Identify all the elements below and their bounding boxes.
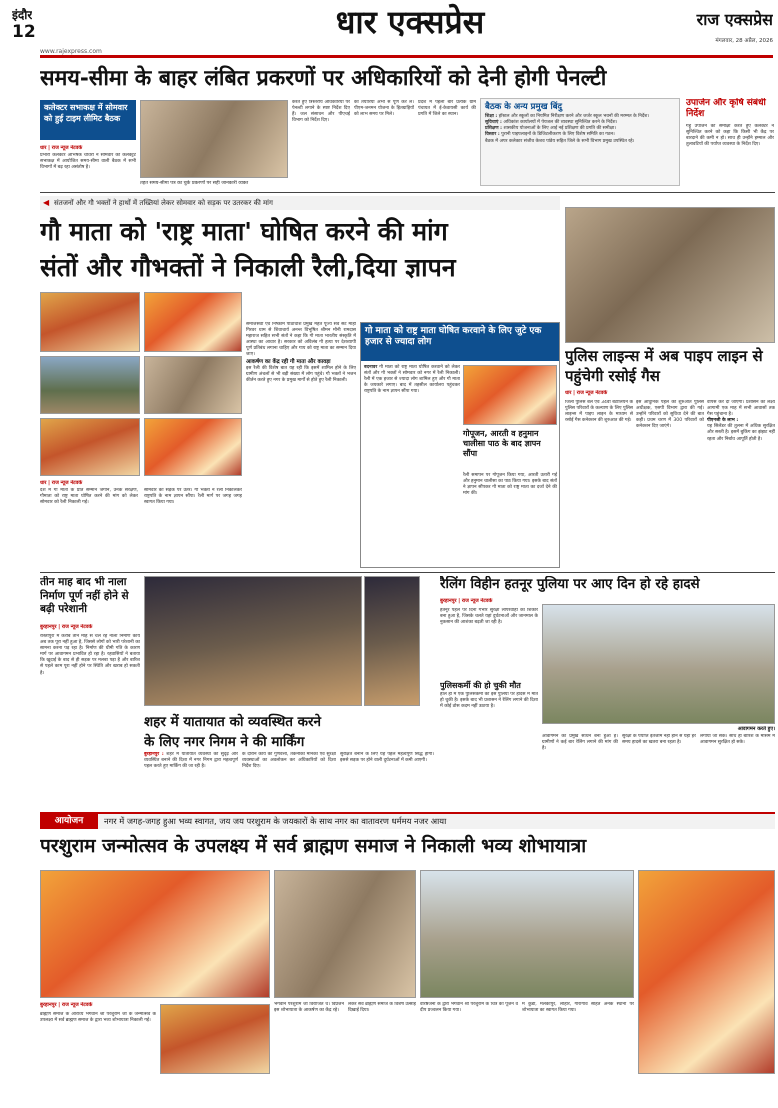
traffic-body-col3: सुरक्षित बनाने के लिए यह पहल महत्वपूर्ण सिद्ध होगी। इससे सड़क पर होने वाली दुर्घटनाओं में कमी आएगी। — [340, 752, 434, 764]
rally-photo-6 — [144, 418, 242, 476]
box-item: विस्तार : पुरानी पाइपलाइनों के डिजिटलीकरण के लिए विशेष समिति का गठन। — [485, 132, 615, 138]
issue-date: मंगलवार, 28 अप्रैल, 2026 — [715, 38, 773, 44]
police-subhead: पीएनजी के लाभ : — [707, 418, 739, 424]
traffic-body-col2: के दौरान कार्य की गुणवत्ता, तकनीकी मानकों एवं सुरक्षा व्यवस्थाओं का अवलोकन कर अधिकारियों को दिशा निर्देश दिए। — [242, 752, 336, 770]
brand-name: राज एक्सप्रेस — [696, 10, 773, 29]
masthead — [0, 0, 778, 58]
police-body-col3: वापस कर दी जाएगी। प्रशासन का लक्ष्य आगामी एक माह में सभी आवासों तक गैस पहुंचाना है। पीएनजी के लाभ : यह सिलेंडर की तुलना में अधिक सुरक्षित और सस्ती है। इसमें बुकिंग का झंझट नहीं रहता और निर्बाध आपूर्ति होती है। — [707, 400, 775, 442]
police-byline: धार | राज न्यूज नेटवर्क — [565, 390, 608, 396]
story2-headline-line2: संतों और गौभक्तों ने निकाली रैली,दिया ज्ञापन — [40, 253, 456, 282]
bridge-body-col5: लगाया जा सके। साथ ही बारिश के मौसम में आवागमन सुरक्षित हो सके। — [700, 734, 775, 746]
event-strap: नगर में जगह-जगह हुआ भव्य स्वागत, जय जय परशुराम के जयकारों के साथ नगर का वातावरण धर्ममय नजर आया — [104, 816, 447, 826]
story2-strap — [40, 196, 560, 210]
page-number: 12 — [12, 22, 36, 42]
bridge-subhead: पुलिसकर्मी की हो चुकी मौत — [440, 681, 521, 690]
rally-photo-5 — [40, 418, 140, 476]
police-body-col2: इस आधुनिक पहल की शुरुआत पुलिस अधीक्षक, एसपी विभाग द्वारा की गई। उन्होंने परिवारों को सुविधा देने की बात कही। प्रथम चरण में 300 परिवारों को कनेक्शन दिए जाएंगे। — [636, 400, 704, 430]
story2-box-body: बदनावर गौ माता को राष्ट्र माता घोषित करवाने को लेकर संतों और गौ भक्तों ने सोमवार को नगर में रैली निकाली। रैली में एक हजार से ज्यादा लोग शामिल हुए और गौ माता के जयकारे लगाए। बाद में तहसील कार्यालय पहुंचकर राष्ट्रपति के नाम ज्ञापन सौंपा गया। — [364, 365, 460, 395]
side-story-headline: उपार्जन और कृषि संबंधी निर्देश — [686, 98, 766, 119]
box-footer: बैठक में अपर कलेक्टर संजीव केशव पांडेय सहित जिले के सभी विभाग प्रमुख उपस्थित रहे। — [485, 139, 635, 145]
bridge-photo-caption: आवागमन करते हुए। — [737, 726, 775, 732]
story2-body-col1: देश में गौ माता के प्रति सम्मान जगाने, उनके संरक्षण, गौमाता को राष्ट्र माता घोषित करने की मांग को लेकर सोमवार को रैली निकाली गई। — [40, 488, 138, 506]
bridge-body-col1: हतनूर पहल पर दिनों गंभीर सुरक्षा लापरवाही का शिकार बना हुआ है, जिसके चलते यहां दुर्घटनाओं और जानमाल के नुकसान की आशंका बढ़ती जा रही है। — [440, 608, 538, 626]
event-body-col3: लेकर सर्व ब्राह्मण समाज के विशेष उत्साह दिखाई दिया। — [348, 1002, 416, 1014]
event-photo-2 — [160, 1004, 270, 1074]
lead-body-col1: प्रभारी कलेक्टर अभिषेक चौधरी ने सोमवार को कलेक्ट्रेट सभाकक्ष में आयोजित समय-सीमा वाली बैठक में सभी विभागों में बढ़ रहा असंतोष है। — [40, 153, 136, 171]
event-photo-3 — [274, 870, 416, 998]
website: www.rajexpress.com — [40, 48, 102, 55]
lead-headline: समय-सीमा के बाहर लंबित प्रकरणों पर अधिकारियों को देनी होगी पेनल्टी — [40, 66, 607, 91]
lead-body-col2: करते हुए त्रिस्तरीय अधिकारियों पर पेनल्टी लगाने के स्पष्ट निर्देश दिए हैं। जल संसाधन और पीएचई विभाग को निर्देश दिए। — [292, 100, 350, 124]
strap-arrow-icon: ◀ — [43, 198, 50, 207]
story2-headline-line1: गौ माता को 'राष्ट्र माता' घोषित करने की मांग — [40, 217, 448, 246]
box-item: प्रशिक्षण : शासकीय योजनाओं के लिए आई नई प्रशिक्षण की प्रगति की समीक्षा। — [485, 126, 616, 132]
story2-box-photo — [463, 365, 557, 425]
lead-photo — [140, 100, 288, 178]
event-tag: आयोजन — [40, 814, 98, 829]
bridge-photo — [542, 604, 775, 724]
lead-photo-caption: तहत समय-सीमा पत्र का चुके प्रकरणों पर सही जानकारी व्यक्त — [140, 181, 249, 186]
rally-photo-4 — [144, 356, 242, 414]
masthead-city: इंदौर — [12, 8, 33, 22]
bridge-body-col4: सुरक्षा के पर्याप्त इंतजाम नहीं होने से यहां हर समय हादसे का खतरा बना रहता है। — [622, 734, 696, 746]
police-body-col1: जिला पुलिस बल एवं 34वीं बटालियन के पुलिस परिवारों के कल्याण के लिए पुलिस लाइन्स में पाइप लाइन के माध्यम से रसोई गैस कनेक्शन की शुरुआत की गई। — [565, 400, 633, 424]
story2-subhead: आकर्षण का केंद्र रही गौ माता और कावड़ा — [246, 358, 331, 365]
bridge-byline: बुरहानपुर | राज न्यूज नेटवर्क — [440, 598, 493, 604]
print-color-bar — [40, 1090, 775, 1096]
bridge-body-col3: आवागमन का प्रमुख साधन बना हुआ है। ग्रामीणों ने कई बार रेलिंग लगाने की मांग की है। — [542, 734, 618, 752]
lead-kicker: कलेक्टर सभाकक्ष में सोमवार को हुई टाइम लीमिट बैठक — [40, 100, 136, 140]
nala-headline: तीन माह बाद भी नाला निर्माण पूर्ण नहीं होने से बढ़ी परेशानी — [40, 576, 129, 615]
rally-photo-2 — [144, 292, 242, 352]
masthead-title: धार एक्सप्रेस — [335, 3, 485, 41]
story2-body-col2: सोमवार को सड़क पर उतरे। गौ भक्तों ने रैली निकालकर राष्ट्रपति के नाम ज्ञापन सौंपा। रैली मार्ग पर जगह जगह स्वागत किया गया। — [144, 488, 242, 506]
story2-box-body-2: रैली समापन पर गोपूजन किया गया, आरती उतारी गई और हनुमान चालीसा का पाठ किया गया। इसके बाद संतों ने ज्ञापन सौंपकर गौ माता को राष्ट्र माता का दर्जा देने की मांग की। — [463, 473, 557, 497]
story2-box-headline: गो माता को राष्ट्र माता घोषित करवाने के लिए जुटे एक हजार से ज्यादा लोग — [361, 323, 559, 361]
story2-body-col3: समाजसेवी एवं निष्काम पीठाधीश प्रमुख महंत पूज्य सर्व सेंट माही गिरवर धाम से शिवाचार्य अनन्त विभूषित श्रीमन मौनी रामदास महाराज सहित सभी संतों ने कहा कि गौ माता भारतीय संस्कृति में आस्था का आधार है। सरकार को अविलंब गौ हत्या पर देशव्यापी पूर्ण प्रतिबंध लगाना चाहिए और गाय को राष्ट्र माता का सम्मान दिया जाए। आकर्षण का केंद्र रही गौ माता और कावड़ा इस रैली की विशेष बात यह रही कि इसमें शामिल होने के लिए ग्रामीण अंचलों से भी बड़ी संख्या में लोग पहुंचे। गौ भक्तों ने भजन कीर्तन करते हुए नगर के प्रमुख मार्गों से होते हुए रैली निकाली। — [246, 322, 356, 383]
nala-byline: बुरहानपुर | राज न्यूज नेटवर्क — [40, 624, 93, 630]
rally-photo-1 — [40, 292, 140, 352]
meeting-points-box — [480, 98, 680, 186]
traffic-headline-line1: शहर में यातायात को व्यवस्थित करने — [144, 714, 321, 730]
event-byline: बुरहानपुर | राज न्यूज नेटवर्क — [40, 1002, 93, 1008]
box-item: शिक्षा : हॉस्टल और स्कूलों का नियमित निरीक्षण करने और जर्जर स्कूल भवनों की मरम्मत के निर्देश। — [485, 114, 650, 119]
rally-photo-3 — [40, 356, 140, 414]
traffic-headline-line2: के लिए नगर निगम ने की मार्किंग — [144, 734, 305, 750]
event-headline: परशुराम जन्मोत्सव के उपलक्ष्य में सर्व ब्राह्मण समाज ने निकाली भव्य शोभायात्रा — [40, 835, 587, 857]
event-body-col1: ब्राह्मण समाज के आराध्य भगवान श्री परशुराम जी के जन्मोत्सव के उपलक्ष्य में सर्व ब्राह्मण समाज के द्वारा भव्य शोभायात्रा निकाली गई। — [40, 1012, 156, 1024]
side-story-body: गेहूं उपार्जन की समीक्षा करते हुए कलेक्टर ने सुनिश्चित करने को कहा कि किसी भी केंद्र पर बारदाने की कमी न हो। साथ ही उन्होंने हम्माल और तुलावटियों की पर्याप्त व्यवस्था के निर्देश दिए। — [686, 124, 774, 148]
event-strap-bar — [40, 812, 775, 829]
event-body-col4: वरिष्ठजनों के द्वारा भगवान श्री परशुराम के चित्र का पूजन व दीप प्रज्वलन किया गया। — [420, 1002, 518, 1014]
event-body-col5: में कुंडी, मलकापुर, लोहार, गोरागांव सहित अनेक स्थानों पर शोभायात्रा का स्वागत किया गया। — [522, 1002, 634, 1014]
story2-quote: गोपूजन, आरती व हनुमान चालीसा पाठ के बाद ज्ञापन सौंपा — [463, 429, 541, 458]
box-title: बैठक के अन्य प्रमुख बिंदु — [485, 102, 563, 112]
event-photo-4 — [420, 870, 634, 998]
masthead-bar — [40, 55, 773, 58]
event-body-col2: भगवान परशुराम जी विराजित थे। विप्रजन इस शोभायात्रा के आकर्षण का केंद्र रहे। — [274, 1002, 344, 1014]
nala-body: रास्तीपुरा में करीब तीन माह से चल रहे नाला निर्माण कार्य अब तक पूरा नहीं हुआ है, जिससे लोगों को भारी परेशानी का सामना करना पड़ रहा है। निर्माण की धीमी गति के कारण मार्ग पर आवागमन प्रभावित हो रहा है। रहवासियों ने बताया कि खुदाई के बाद से ही सड़क पर मलबा पड़ा है और बारिश से पहले काम पूरा नहीं होने पर स्थिति और खराब हो सकती है। — [40, 634, 140, 676]
strap-text: संतजनों और गौ भक्तों ने हाथों में तख्तियां लेकर सोमवार को सड़क पर उतरकर की मांग — [54, 199, 273, 207]
bridge-body-col2: हाल ही में एक पुलिसकर्मी की इस पुलिया पर हादसे में मौत हो चुकी है। इसके बाद भी प्रशासन ने रेलिंग लगाने की दिशा में कोई ठोस कदम नहीं उठाया है। — [440, 692, 538, 710]
story2-box — [360, 322, 560, 568]
lead-byline: धार | राज न्यूज नेटवर्क — [40, 145, 83, 151]
traffic-photo — [144, 576, 362, 706]
bridge-headline: रैलिंग विहीन हतनूर पुलिया पर आए दिन हो रहे हादसे — [440, 576, 700, 592]
divider — [40, 572, 775, 573]
story2-byline: धार | राज न्यूज नेटवर्क — [40, 480, 83, 486]
event-photo-1 — [40, 870, 270, 998]
event-photo-5 — [638, 870, 775, 1074]
gau-photo-1 — [565, 207, 775, 343]
lead-body-col4: प्रदेश में पहली बार प्रत्येक ग्राम पंचायत में ई-केवायसी कार्य की प्रगति में जिले का स्थान। — [418, 100, 476, 118]
lead-body-col3: की तैयारियां अभी से पूर्ण कर लें। पीएम-जनमन योजना के हितग्राहियों को लाभ समय पर मिले। — [354, 100, 414, 118]
traffic-photo-2 — [364, 576, 420, 706]
divider — [40, 192, 775, 193]
police-headline: पुलिस लाइन्स में अब पाइप लाइन से पहुंचेगी रसोई गैस — [565, 347, 763, 385]
traffic-body-col1: बुरहानपुर : शहर में यातायात व्यवस्था को सुदृढ़ और व्यवस्थित बनाने की दिशा में नगर निगम द्वारा महत्वपूर्ण पहल करते हुए मार्किंग की जा रही है। — [144, 752, 238, 770]
box-item: सुविधाएं : अधिकांश कार्यालयों में पेयजल की व्यवस्था सुनिश्चित करने के निर्देश। — [485, 120, 618, 126]
